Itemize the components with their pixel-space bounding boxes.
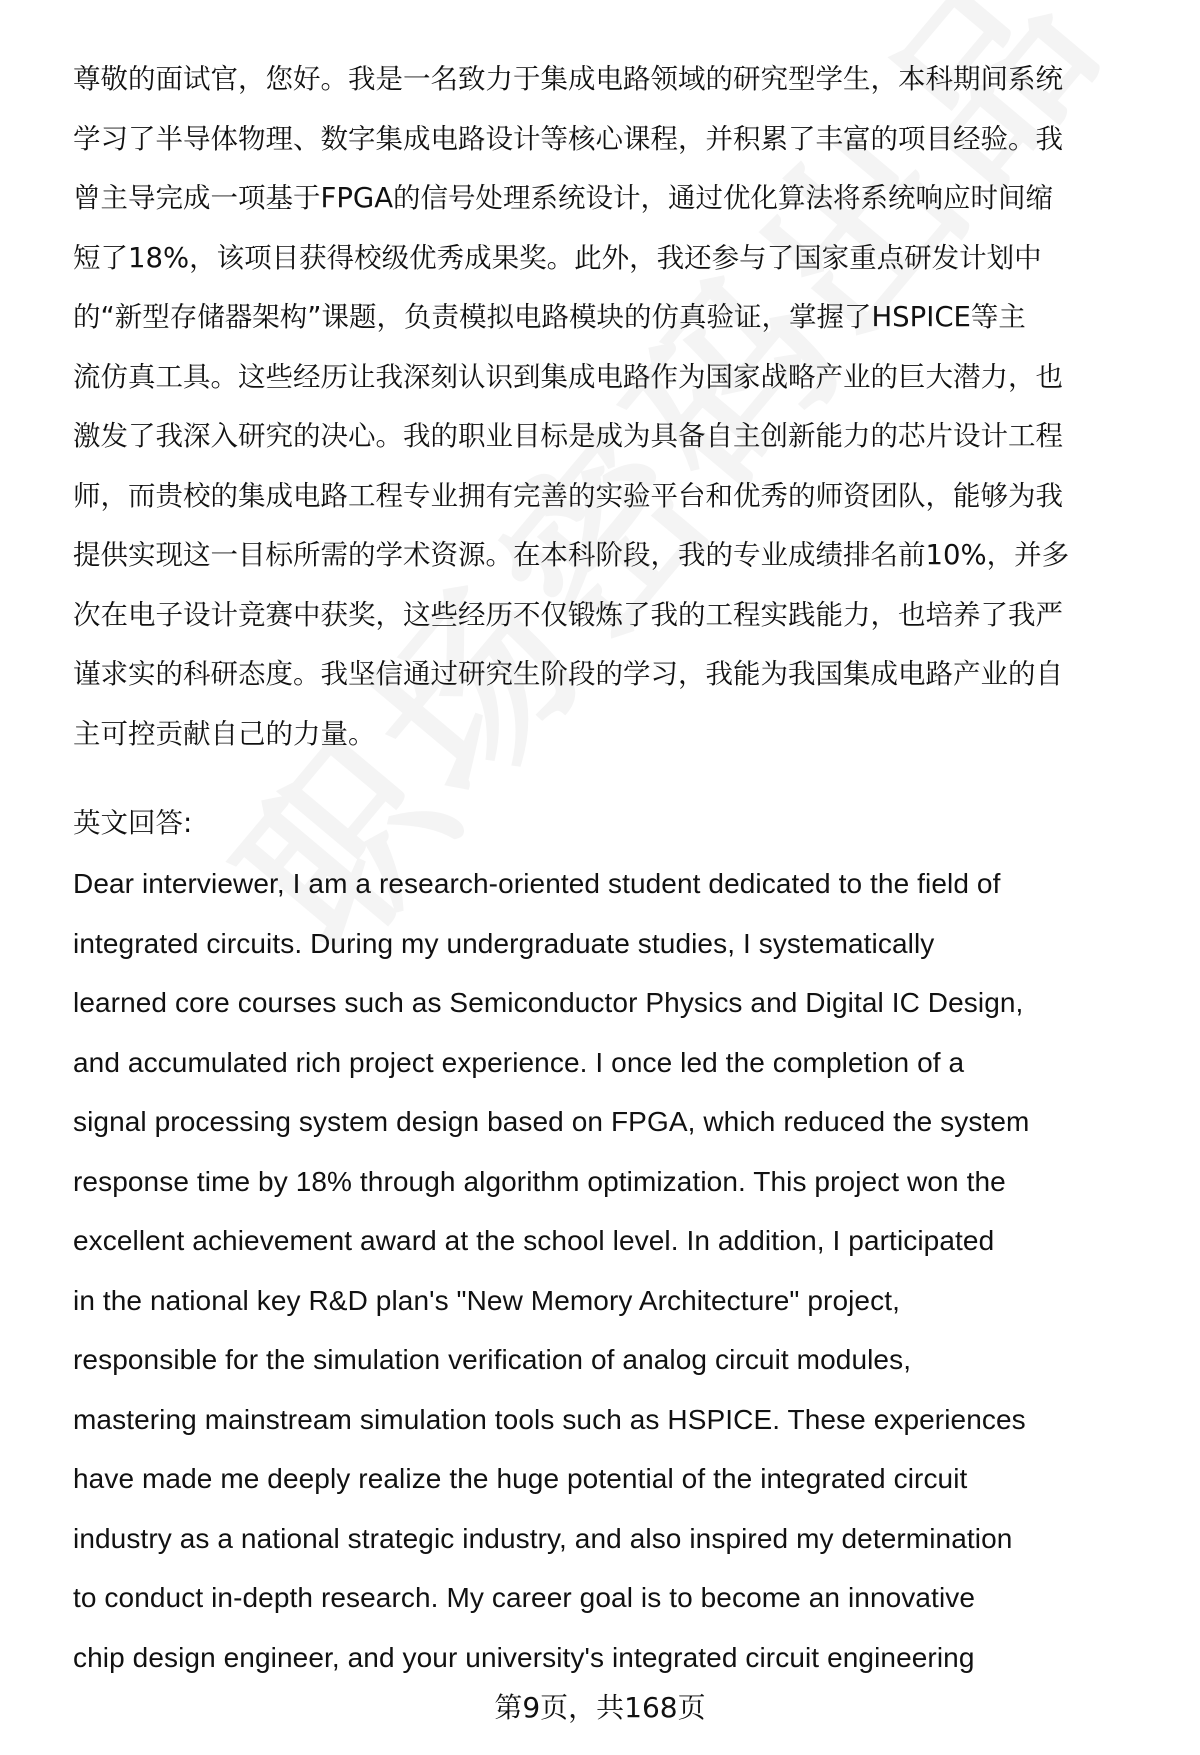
text-line: in the national key R&D plan's "New Memory Architecture" project, xyxy=(73,1284,900,1316)
text-line: Dear interviewer, I am a research-oriented student dedicated to the field of xyxy=(73,868,1001,899)
text-line: 的“新型存储器架构”课题，负责模拟电路模块的仿真验证，掌握了HSPICE等主 xyxy=(73,301,1026,333)
text-line: integrated circuits. During my undergraduate studies, I systematically xyxy=(73,927,935,959)
text-line: chip design engineer, and your university's integrated circuit engineering xyxy=(73,1641,975,1673)
text-line: response time by 18% through algorithm optimization. This project won the xyxy=(73,1165,1006,1197)
text-line: 尊敬的面试官，您好。我是一名致力于集成电路领域的研究型学生，本科期间系统 xyxy=(73,63,1063,95)
page-number-footer: 第9页，共168页 xyxy=(494,1691,706,1724)
chinese-answer-paragraph xyxy=(73,50,1173,764)
text-line: 谨求实的科研态度。我坚信通过研究生阶段的学习，我能为我国集成电路产业的自 xyxy=(73,658,1063,690)
text-line: and accumulated rich project experience. I once led the completion of a xyxy=(73,1046,965,1078)
text-line: 短了18%，该项目获得校级优秀成果奖。此外，我还参与了国家重点研发计划中 xyxy=(73,241,1042,274)
text-line: excellent achievement award at the school level. In addition, I participated xyxy=(73,1225,995,1256)
text-line: learned core courses such as Semiconductor Physics and Digital IC Design, xyxy=(73,987,1024,1018)
text-line: to conduct in-depth research. My career goal is to become an innovative xyxy=(73,1582,976,1613)
text-line: 激发了我深入研究的决心。我的职业目标是成为具备自主创新能力的芯片设计工程 xyxy=(73,420,1063,452)
text-line: 主可控贡献自己的力量。 xyxy=(73,717,376,750)
text-line: 师，而贵校的集成电路工程专业拥有完善的实验平台和优秀的师资团队，能够为我 xyxy=(73,479,1063,512)
text-line: 提供实现这一目标所需的学术资源。在本科阶段，我的专业成绩排名前10%，并多 xyxy=(73,539,1070,571)
text-line: 学习了半导体物理、数字集成电路设计等核心课程，并积累了丰富的项目经验。我 xyxy=(73,122,1063,155)
text-line: have made me deeply realize the huge potential of the integrated circuit xyxy=(73,1463,968,1494)
text-line: responsible for the simulation verification of analog circuit modules, xyxy=(73,1344,912,1375)
english-answer-label: 英文回答: xyxy=(73,807,193,839)
english-answer-paragraph xyxy=(73,854,1173,1687)
text-line: 流仿真工具。这些经历让我深刻认识到集成电路作为国家战略产业的巨大潜力，也 xyxy=(73,360,1063,393)
text-line: 次在电子设计竞赛中获奖，这些经历不仅锻炼了我的工程实践能力，也培养了我严 xyxy=(73,598,1063,631)
text-line: signal processing system design based on FPGA, which reduced the system xyxy=(73,1106,1030,1137)
text-line: 曾主导完成一项基于FPGA的信号处理系统设计，通过优化算法将系统响应时间缩 xyxy=(73,182,1054,214)
text-line: industry as a national strategic industry, and also inspired my determination xyxy=(73,1522,1013,1554)
text-line: mastering mainstream simulation tools such as HSPICE. These experiences xyxy=(73,1403,1026,1435)
